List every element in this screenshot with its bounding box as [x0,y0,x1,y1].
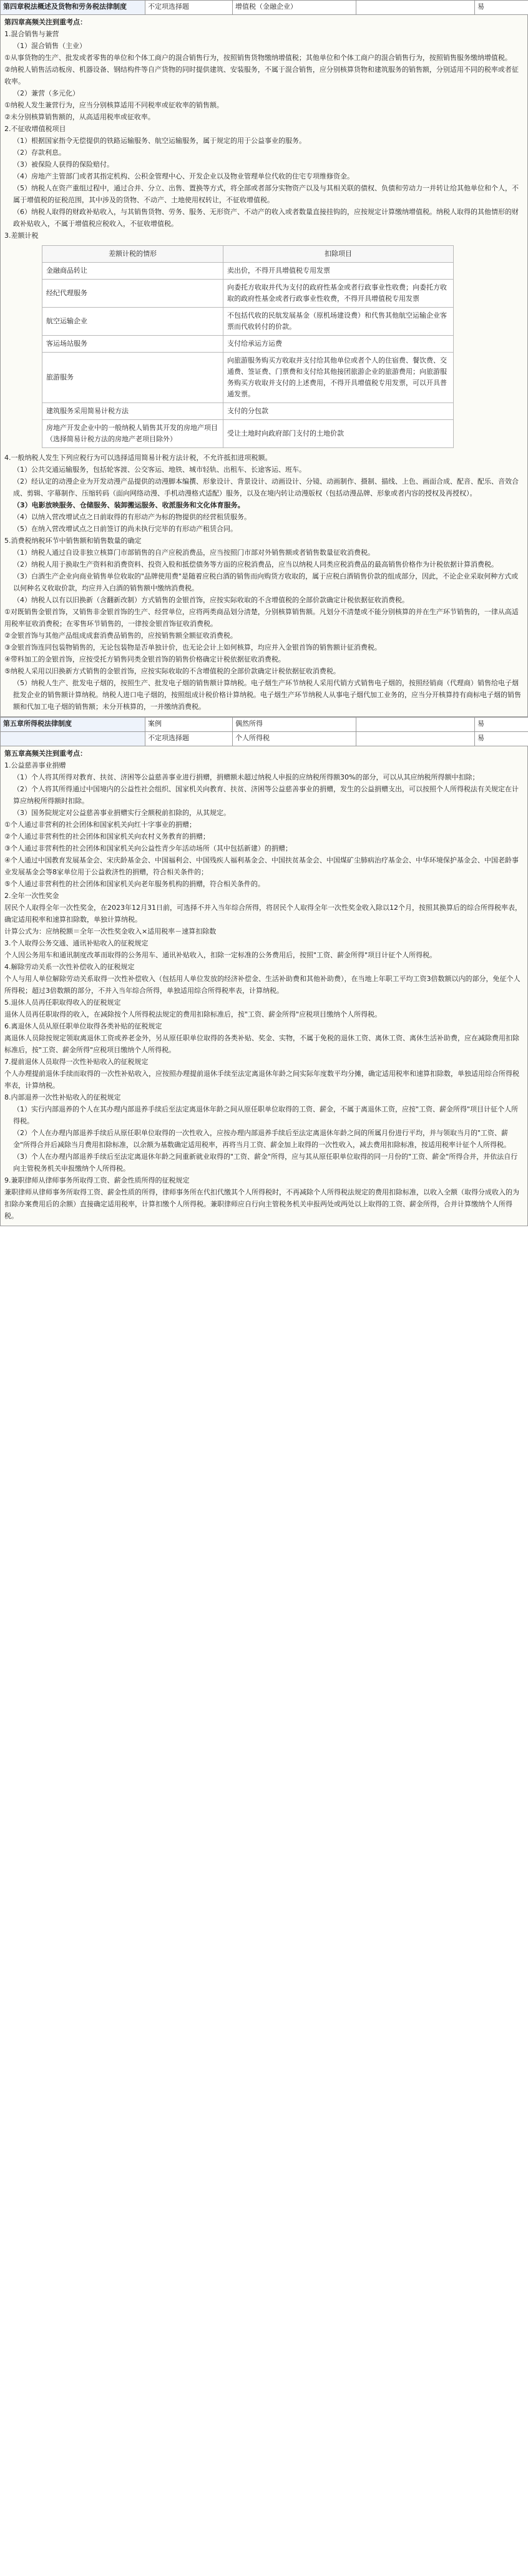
note-line: ④个人通过中国教育发展基金会、宋庆龄基金会、中国福利会、中国残疾人福利基金会、中国扶贫基金会、中国煤矿尘肺病治疗基金会、中华环境保护基金会、中国老龄事业发展基金会等8家单位用于公益救济性的捐赠，符合相关条件的； [4,856,519,876]
note-line: 3.个人取得公务交通、通讯补贴收入的征税规定 [4,939,149,947]
note-line: ⑤纳税人采用以旧换新方式销售的金银首饰，应按实际收取的不含增值税的全部价款确定计税依据征收消费税。 [4,667,340,675]
note-line: （3）白酒生产企业向商业销售单位收取的"品牌使用费"是随着应税白酒的销售而向购货方收取的，属于应税白酒销售价款的组成部分，因此，不论企业采取何种方式或以何种名义收取价款，均应并入白酒的销售额中缴纳消费税。 [13,572,519,592]
difference-tax-head [42,246,454,263]
chapter4-header-table [0,0,528,15]
section-title: 第五章高频关注到重考点： [4,749,87,758]
note-line: （2）经认定的动漫企业为开发动漫产品提供的动漫脚本编撰、形象设计、背景设计、动画设计、分镜、动画制作、摄制、描线、上色、画面合成、配音、配乐、音效合成、剪辑、字幕制作、压缩转码（面向网络动漫、手机动漫格式适配）服务，以及在境内转让动漫版权（包括动漫品牌、形象或者内容的授权及再授权）。 [13,477,519,497]
note-line: （1）混合销售（主业） [13,42,86,50]
note-line: （5）纳税人在资产重组过程中，通过合并、分立、出售、置换等方式，将全部或者部分实物资产以及与其相关联的债权、负债和劳动力一并转让给其他单位和个人，不属于增值税的征税范围，其中涉及的货物、不动产、土地使用权转让，不征收增值税。 [13,184,519,204]
note-line: 3.差额计税 [4,232,39,240]
note-line: ①个人通过非营利的社会团体和国家机关向红十字事业的捐赠； [4,821,196,829]
note-line: （2）兼营（多元化） [13,89,79,97]
table-cell-case: 建筑服务采用简易计税方法 [42,403,223,420]
note-line: 个人办理提前退休手续而取得的一次性补贴收入，应按照办理提前退休手续至法定离退休年龄之间实际年度数平均分摊，确定适用税率和速算扣除数，单独适用综合所得税率表，计算纳税。 [4,1070,519,1090]
note-line: 5.退休人员再任职取得收入的征税规定 [4,998,121,1007]
note-line: ③金银首饰连同包装物销售的，无论包装物是否单独计价，也无论会计上如何核算，均应并入金银首饰的销售额计征消费税。 [4,643,381,651]
note-line: 8.内部退养一次性补贴收入的征税规定 [4,1093,121,1101]
chapter4-lines [4,16,524,242]
note-line: （1）根据国家指令无偿提供的铁路运输服务、航空运输服务，属于规定的用于公益事业的服务。 [13,137,306,145]
note-line: 兼职律师从律师事务所取得工资、薪金性质的所得，律师事务所在代扣代缴其个人所得税时，不再减除个人所得税法规定的费用扣除标准，以收入全额（取得分成收入的为扣除办案费用后的余额）直接确定适用税率，计算扣缴个人所得税。兼职律师应自行向主管税务机关申报两处或两处以上取得的工资、薪金所得，合并计算缴纳个人所得税。 [4,1188,519,1220]
chapter4-lines-2 [4,452,524,713]
table-cell-deduction: 受让土地时向政府部门支付的土地价款 [223,420,453,448]
note-line: 7.提前退休人员取得一次性补贴收入的征税规定 [4,1058,149,1066]
chapter5-header-row-2 [1,732,528,746]
note-line: （1）实行内部退养的个人在其办理内部退养手续后至法定离退休年龄之间从原任职单位取得的工资、薪金，不属于离退休工资，应按"工资、薪金所得"项目计征个人所得税。 [13,1105,519,1125]
note-line: （4）房地产主管部门或者其指定机构、公积金管理中心、开发企业以及物业管理单位代收的住宅专项维修资金。 [13,172,354,180]
chapter5-lines [4,748,524,1222]
note-line: 退休人员再任职取得的收入，在减除按个人所得税法规定的费用扣除标准后，按"工资、薪金所得"应税项目缴纳个人所得税。 [4,1010,382,1018]
difference-tax-head-case: 差额计税的情形 [42,246,223,263]
note-line: （2）个人在办理内部退养手续后从原任职单位取得的一次性收入，应按办理内部退养手续后至法定离退休年龄之间的所属月份进行平均，并与领取当月的"工资、薪金"所得合并后减除当月费用扣除标准，以余额为基数确定适用税率，再将当月工资、薪金加上取得的一次性收入，减去费用扣除标准，按适用税率计征个人所得税。 [13,1129,511,1149]
chapter-name [1,732,145,746]
note-line: 1.公益慈善事业捐赠 [4,761,66,769]
topic: 偶然所得 [233,718,356,732]
difference-tax-table [42,245,454,448]
note-line: 2.全年一次性奖金 [4,892,59,900]
chapter5-header-row [1,718,528,732]
note-line: ①对既销售金银首饰，又销售非金银首饰的生产、经营单位，应将两类商品划分清楚，分别核算销售额。凡划分不清楚或不能分别核算的并在生产环节销售的，一律从高适用税率征收消费税；在零售环节销售的，一律按金银首饰征收消费税。 [4,608,519,628]
section-title: 第四章高频关注到重考点： [4,18,87,26]
note-line: （3）个人在办理内部退养手续后至法定离退休年龄之间重新就业取得的"工资、薪金"所得，应与其从原任职单位取得的同一月份的"工资、薪金"所得合并，并依法自行向主管税务机关申报缴纳个人所得税。 [13,1153,518,1173]
topic: 增值税（金融企业） [233,1,356,15]
note-line: 5.消费税纳税环节中销售额和销售数量的确定 [4,537,142,545]
question-type: 不定项选择题 [145,732,233,746]
question-type: 不定项选择题 [145,1,233,15]
subtopic [356,718,475,732]
table-cell-case: 客运场站服务 [42,336,223,353]
note-line: ①从事货物的生产、批发或者零售的单位和个体工商户的混合销售行为，按照销售货物缴纳增值税；其他单位和个体工商户的混合销售行为，按照销售服务缴纳增值税。 [4,54,512,62]
table-cell-case: 房地产开发企业中的一般纳税人销售其开发的房地产项目（选择简易计税方法的房地产老项目除外） [42,420,223,448]
page [0,0,528,1226]
note-line: ②金银首饰与其他产品组成成套消费品销售的，应按销售额全额征收消费税。 [4,632,237,640]
topic: 个人所得税 [233,732,356,746]
note-line: （6）纳税人取得的财政补贴收入，与其销售货物、劳务、服务、无形资产、不动产的收入或者数量直接挂钩的，应按规定计算缴纳增值税。纳税人取得的其他情形的财政补贴收入，不属于增值税应税收入，不征收增值税。 [13,208,519,228]
table-cell-case: 经纪代理服务 [42,280,223,308]
chapter5-notes [0,746,528,1226]
table-cell-deduction: 支付的分包款 [223,403,453,420]
difficulty: 易 [475,1,528,15]
table-row [42,308,454,336]
chapter-name: 第五章所得税法律制度 [1,718,145,732]
table-cell-case: 旅游服务 [42,353,223,403]
difference-tax-body [42,263,454,448]
table-cell-case: 金融商品转让 [42,263,223,280]
note-line: 居民个人取得全年一次性奖金，在2023年12月31日前，可选择不并入当年综合所得，将居民个人取得全年一次性奖金收入除以12个月，按照其换算后的综合所得税率表，确定适用税率和速算扣除数，单独计算纳税。 [4,904,522,924]
table-cell-deduction: 支付给承运方运费 [223,336,453,353]
table-row [42,403,454,420]
table-row [42,420,454,448]
note-line: （1）公共交通运输服务，包括轮客渡、公交客运、地铁、城市轻轨、出租车、长途客运、班车。 [13,466,306,474]
note-line: 1.混合销售与兼营 [4,30,59,38]
table-cell-case: 航空运输企业 [42,308,223,336]
note-line: ③个人通过非营利性的社会团体和国家机关向公益性青少年活动场所（其中包括新建）的捐赠； [4,844,292,852]
note-line: （3）电影放映服务、仓储服务、装卸搬运服务、收派服务和文化体育服务。 [13,501,245,509]
note-line: 4.解除劳动关系一次性补偿收入的征税规定 [4,963,135,971]
chapter4-notes [0,15,528,717]
note-line: 个人与用人单位解除劳动关系取得一次性补偿收入（包括用人单位发放的经济补偿金、生活补助费和其他补助费），在当地上年职工平均工资3倍数额以内的部分，免征个人所得税；超过3倍数额的部分，不并入当年综合所得，单独适用综合所得税率表，计算纳税。 [4,975,521,995]
note-line: （2）个人将其所得通过中国境内的公益性社会组织、国家机关向教育、扶贫、济困等公益慈善事业的捐赠，发生的公益捐赠支出，可以按照个人所得税法有关规定在计算应纳税所得额时扣除。 [13,785,519,805]
note-line: ②未分别核算销售额的，从高适用税率或征收率。 [4,113,155,121]
difficulty: 易 [475,732,528,746]
difference-tax-head-deduction: 扣除项目 [223,246,453,263]
note-line: 计算公式为：应纳税额＝全年一次性奖金收入×适用税率－速算扣除数 [4,927,217,935]
note-line: （2）存款利息。 [13,149,66,157]
table-cell-deduction: 向委托方收取并代为支付的政府性基金或者行政事业性收费；向委托方收取的政府性基金或者行政事业性收费，不得开具增值税专用发票 [223,280,453,308]
note-line: ①纳税人发生兼营行为，应当分别核算适用不同税率或征收率的销售额。 [4,101,223,109]
note-line: （5）在纳入营改增试点之日前签订的尚未执行完毕的有形动产租赁合同。 [13,525,237,533]
note-line: 4.一般纳税人发生下列应税行为可以选择适用简易计税方法计税，不允许抵扣进项税额。 [4,454,272,462]
note-line: 2.不征收增值税项目 [4,125,66,133]
note-line: （5）纳税人生产、批发电子烟的，按照生产、批发电子烟的销售额计算纳税。电子烟生产环节纳税人采用代销方式销售电子烟的，按照经销商（代理商）销售给电子烟批发企业的销售额计算纳税。纳税人进口电子烟的，按照组成计税价格计算纳税。电子烟生产环节纳税人从事电子烟代加工业务的，应当分开核算持有商标电子烟的销售额和代加工电子烟的销售额；未分开核算的，一并缴纳消费税。 [13,679,521,711]
chapter5-header-table [0,717,528,746]
note-line: ⑤个人通过非营利性的社会团体和国家机关向老年服务机构的捐赠，符合相关条件的。 [4,880,265,888]
table-row [42,353,454,403]
table-row [42,263,454,280]
note-line: （1）纳税人通过自设非独立核算门市部销售的自产应税消费品，应当按照门市部对外销售额或者销售数量征收消费税。 [13,549,374,557]
note-line: （3）国务院规定对公益慈善事业捐赠实行全额税前扣除的，从其规定。 [13,809,230,817]
table-cell-deduction: 向旅游服务购买方收取并支付给其他单位或者个人的住宿费、餐饮费、交通费、签证费、门票费和支付给其他接团旅游企业的旅游费用；向旅游服务购买方收取并支付的上述费用，不得开具增值税专用发票，可以开具普通发票。 [223,353,453,403]
note-line: （4）纳税人以有以旧换新（含翻新改制）方式销售的金银首饰，应按实际收取的不含增值税的全部价款确定计税依据征收消费税。 [13,596,409,604]
note-line: （2）纳税人用于换取生产资料和消费资料、投资入股和抵偿债务等方面的应税消费品，应当以纳税人同类应税消费品的最高销售价格作为计税依据计算消费税。 [13,560,498,568]
note-line: 离退休人员除按规定领取离退休工资或养老金外，另从原任职单位取得的各类补贴、奖金、实物，不属于免税的退休工资、离休工资、离休生活补助费，应在减除费用扣除标准后，按"工资、薪金所得"应税项目缴纳个人所得税。 [4,1034,519,1054]
subtopic [356,1,475,15]
note-line: 个人因公务用车和通讯制度改革而取得的公务用车、通讯补贴收入，扣除一定标准的公务费用后，按照"工资、薪金所得"项目计征个人所得税。 [4,951,437,959]
table-row [42,280,454,308]
note-line: ②个人通过非营利性的社会团体和国家机关向农村义务教育的捐赠； [4,832,210,841]
subtopic [356,732,475,746]
table-cell-deduction: 不包括代收的民航发展基金（原机场建设费）和代售其他航空运输企业客票而代收转付的价款。 [223,308,453,336]
note-line: （4）以纳入营改增试点之日前取得的有形动产为标的物提供的经营租赁服务。 [13,513,251,521]
table-cell-deduction: 卖出价，不得开具增值税专用发票 [223,263,453,280]
note-line: 6.离退休人员从原任职单位取得各类补贴的征税规定 [4,1022,162,1030]
note-line: 9.兼职律师从律师事务所取得工资、薪金性质所得的征税规定 [4,1176,190,1184]
question-type: 案例 [145,718,233,732]
difficulty: 易 [475,718,528,732]
chapter4-header-row [1,1,528,15]
note-line: （1）个人将其所得对教育、扶贫、济困等公益慈善事业进行捐赠，捐赠额未超过纳税人申报的应纳税所得额30%的部分，可以从其应纳税所得额中扣除； [13,773,479,781]
chapter-name: 第四章税法概述及货物和劳务税法律制度 [1,1,145,15]
note-line: （3）被保险人获得的保险赔付。 [13,160,114,168]
note-line: ④带料加工的金银首饰，应按受托方销售同类金银首饰的销售价格确定计税依据征收消费税。 [4,655,285,663]
table-row [42,336,454,353]
note-line: ②纳税人销售活动板房、机器设备、钢结构件等自产货物的同时提供建筑、安装服务，不属于混合销售，应分别核算货物和建筑服务的销售额，分别适用不同的税率或者征收率。 [4,66,519,85]
